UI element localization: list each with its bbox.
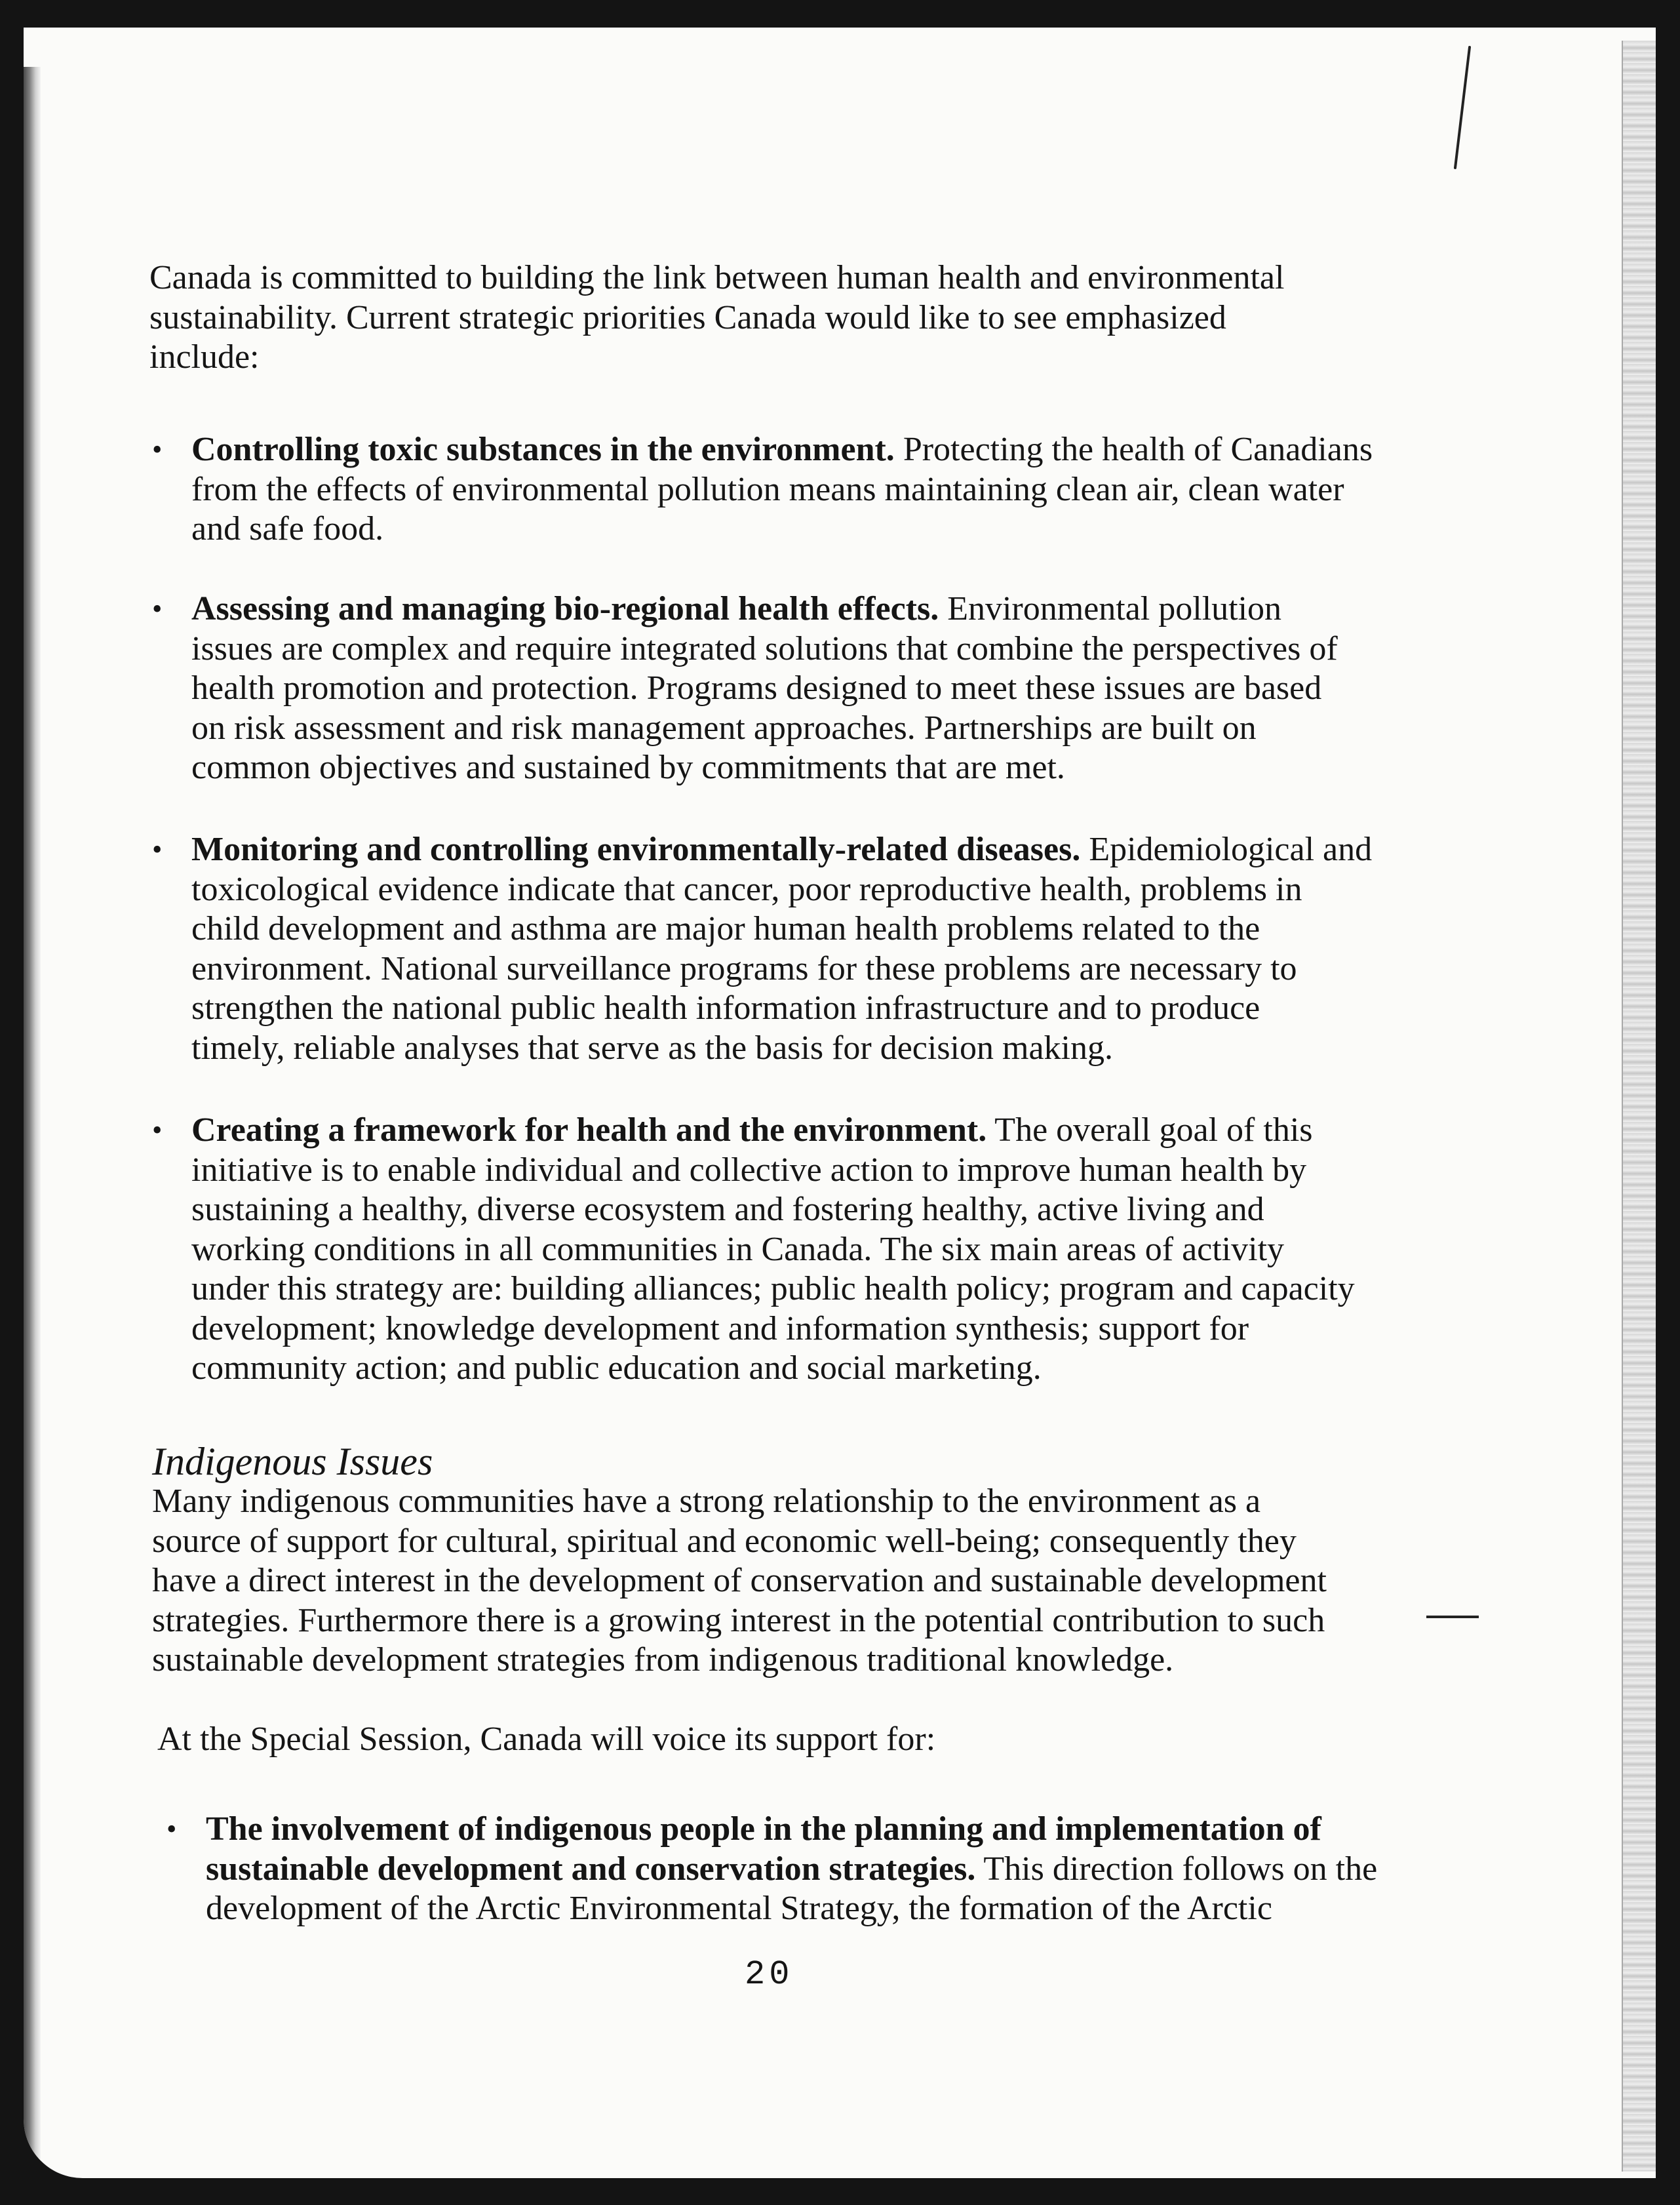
priority-line: strengthen the national public health information infrastructure and to produce <box>191 989 1260 1027</box>
priority-title: Monitoring and controlling environmentally-related diseases. <box>191 831 1081 868</box>
priority-line: sustaining a healthy, diverse ecosystem and fostering healthy, active living and <box>191 1191 1264 1228</box>
priority-line: issues are complex and require integrated solutions that combine the perspectives of <box>191 629 1338 667</box>
priority-line: initiative is to enable individual and collective action to improve human health by <box>191 1151 1307 1189</box>
intro-line: include: <box>149 338 260 376</box>
priority-line: common objectives and sustained by commitments that are met. <box>191 749 1065 786</box>
priority-line: working conditions in all communities in Canada. The six main areas of activity <box>191 1230 1285 1268</box>
priority-line: timely, reliable analyses that serve as the basis for decision making. <box>191 1029 1113 1067</box>
priority-text: Protecting the health of Canadians <box>894 431 1373 468</box>
bullet-icon: • <box>166 1813 177 1845</box>
priority-item <box>152 830 1373 1068</box>
support-line: development of the Arctic Environmental Strategy, the formation of the Arctic <box>206 1890 1272 1927</box>
document-page <box>24 28 1656 2178</box>
scan-edge-left <box>24 67 41 2165</box>
priority-text: Environmental pollution <box>939 590 1282 627</box>
bullet-icon: • <box>152 833 163 865</box>
section-heading: Indigenous Issues <box>152 1440 433 1483</box>
intro-line: sustainability. Current strategic priorities Canada would like to see emphasized <box>149 298 1226 336</box>
priority-line: development; knowledge development and information synthesis; support for <box>191 1309 1249 1347</box>
intro-line: Canada is committed to building the link between human health and environmental <box>149 259 1285 296</box>
indigenous-paragraph <box>152 1482 1327 1680</box>
indigenous-line: have a direct interest in the development of conservation and sustainable development <box>152 1562 1327 1599</box>
priority-text: The overall goal of this <box>987 1111 1313 1149</box>
priority-item <box>152 589 1338 788</box>
bullet-icon: • <box>152 1114 163 1146</box>
session-statement: At the Special Session, Canada will voice its support for: <box>157 1720 936 1758</box>
priority-line: child development and asthma are major human health problems related to the <box>191 910 1260 947</box>
priority-line: and safe food. <box>191 510 384 547</box>
intro-paragraph <box>149 258 1284 378</box>
priority-title: Controlling toxic substances in the environment. <box>191 431 895 468</box>
priority-line: toxicological evidence indicate that cancer, poor reproductive health, problems in <box>191 870 1302 908</box>
priority-item <box>152 1111 1355 1389</box>
priority-title: Creating a framework for health and the environment. <box>191 1111 987 1149</box>
indigenous-line: sustainable development strategies from indigenous traditional knowledge. <box>152 1641 1174 1679</box>
support-title: sustainable development and conservation strategies. <box>206 1850 976 1888</box>
priority-text: Epidemiological and <box>1080 831 1373 868</box>
handwritten-mark <box>1453 46 1472 170</box>
support-text: This direction follows on the <box>975 1850 1378 1888</box>
priority-line: under this strategy are: building alliances; public health policy; program and capacity <box>191 1270 1355 1307</box>
indigenous-line: Many indigenous communities have a strong relationship to the environment as a <box>152 1482 1261 1520</box>
priority-line: on risk assessment and risk management approaches. Partnerships are built on <box>191 709 1257 747</box>
page-number: 20 <box>745 1955 794 1994</box>
scan-edge-right <box>1622 41 1656 2172</box>
priority-line: health promotion and protection. Programs designed to meet these issues are based <box>191 669 1322 707</box>
priority-title: Assessing and managing bio-regional health effects. <box>191 590 939 627</box>
priority-line: community action; and public education and social marketing. <box>191 1349 1042 1387</box>
support-item <box>166 1810 1378 1929</box>
priority-line: environment. National surveillance programs for these problems are necessary to <box>191 949 1297 987</box>
priority-item <box>152 430 1373 549</box>
indigenous-line: source of support for cultural, spiritual and economic well-being; consequently they <box>152 1522 1297 1560</box>
margin-mark <box>1426 1616 1479 1618</box>
indigenous-line: strategies. Furthermore there is a growing interest in the potential contribution to such <box>152 1601 1325 1639</box>
support-title: The involvement of indigenous people in the planning and implementation of <box>206 1810 1321 1848</box>
bullet-icon: • <box>152 433 163 466</box>
priority-line: from the effects of environmental pollution means maintaining clean air, clean water <box>191 470 1344 508</box>
bullet-icon: • <box>152 593 163 625</box>
